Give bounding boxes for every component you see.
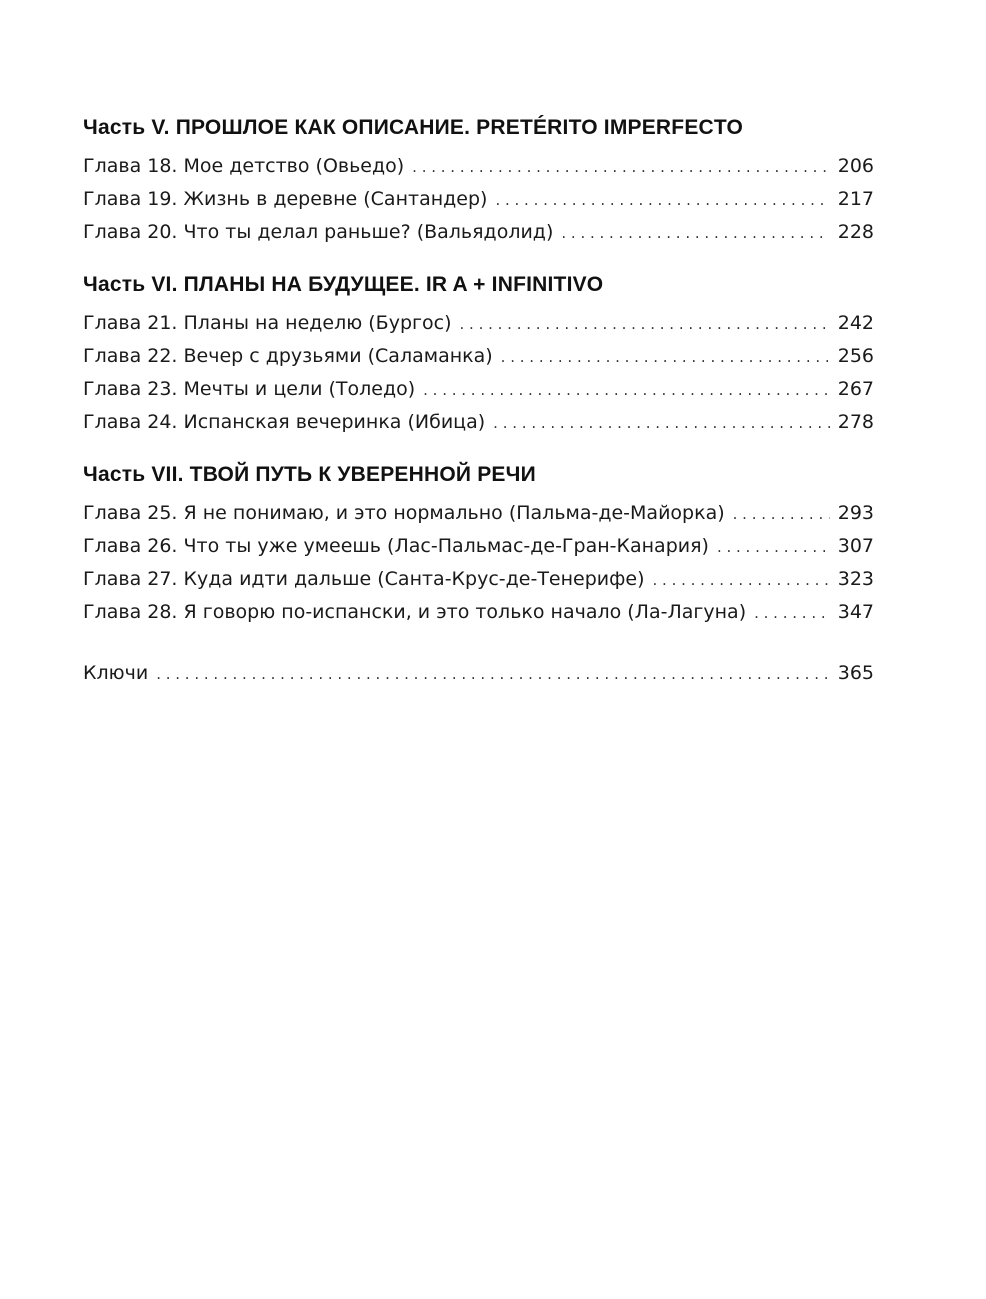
- chapter-title: Глава 27. Куда идти дальше (Санта-Крус-де-Тенерифе): [83, 568, 645, 590]
- page-number: 228: [837, 221, 874, 243]
- page-number: 278: [837, 411, 874, 433]
- toc-entry[interactable]: [83, 563, 874, 596]
- chapter-title: Глава 19. Жизнь в деревне (Сантандер): [83, 188, 488, 210]
- page-number: 307: [837, 535, 874, 557]
- dot-leader: [717, 531, 830, 564]
- page-number: 206: [837, 155, 874, 177]
- chapter-title: Глава 21. Планы на неделю (Бургос): [83, 312, 452, 334]
- part-vi: [83, 269, 874, 439]
- page-number: 256: [837, 345, 874, 367]
- chapter-title: Глава 26. Что ты уже умеешь (Лас-Пальмас-де-Гран-Канария): [83, 535, 709, 557]
- dot-leader: [493, 407, 830, 440]
- part-title: Часть VII. ТВОЙ ПУТЬ К УВЕРЕННОЙ РЕЧИ: [83, 463, 536, 486]
- toc-entry[interactable]: [83, 150, 874, 183]
- page-number: 365: [837, 662, 874, 684]
- chapter-title: Глава 25. Я не понимаю, и это нормально (Пальма-де-Майорка): [83, 502, 725, 524]
- dot-leader: [495, 184, 830, 217]
- chapter-title: Глава 20. Что ты делал раньше? (Вальядолид): [83, 221, 554, 243]
- toc-entry[interactable]: [83, 406, 874, 439]
- chapter-title: Глава 24. Испанская вечеринка (Ибица): [83, 411, 486, 433]
- dot-leader: [423, 374, 830, 407]
- page-number: 242: [837, 312, 874, 334]
- dot-leader: [754, 597, 830, 630]
- toc-entry[interactable]: [83, 216, 874, 249]
- toc-entry[interactable]: [83, 596, 874, 629]
- part-vii: [83, 459, 874, 629]
- dot-leader: [412, 151, 830, 184]
- toc-entry[interactable]: [83, 497, 874, 530]
- chapter-title: Глава 23. Мечты и цели (Толедо): [83, 378, 416, 400]
- chapter-title: Глава 28. Я говорю по-испански, и это только начало (Ла-Лагуна): [83, 601, 747, 623]
- dot-leader: [156, 658, 830, 691]
- part-title: Часть VI. ПЛАНЫ НА БУДУЩЕЕ. IR A + INFINITIVO: [83, 273, 604, 296]
- toc-entry[interactable]: [83, 340, 874, 373]
- page-number: 347: [837, 601, 874, 623]
- page-number: 217: [837, 188, 874, 210]
- page-number: 267: [837, 378, 874, 400]
- chapter-title: Глава 22. Вечер с друзьями (Саламанка): [83, 345, 493, 367]
- part-v: [83, 112, 874, 249]
- toc-entry[interactable]: [83, 307, 874, 340]
- table-of-contents: [83, 112, 874, 690]
- dot-leader: [460, 308, 831, 341]
- page-number: 323: [837, 568, 874, 590]
- dot-leader: [653, 564, 831, 597]
- dot-leader: [561, 217, 830, 250]
- part-title: Часть V. ПРОШЛОЕ КАК ОПИСАНИЕ. PRETÉRITO IMPERFECTO: [83, 116, 744, 139]
- keys-title: Ключи: [83, 662, 149, 684]
- toc-entry[interactable]: [83, 530, 874, 563]
- page-number: 293: [837, 502, 874, 524]
- dot-leader: [501, 341, 830, 374]
- toc-entry-keys[interactable]: [83, 657, 874, 690]
- toc-entry[interactable]: [83, 183, 874, 216]
- chapter-title: Глава 18. Мое детство (Овьедо): [83, 155, 405, 177]
- dot-leader: [733, 498, 830, 531]
- toc-entry[interactable]: [83, 373, 874, 406]
